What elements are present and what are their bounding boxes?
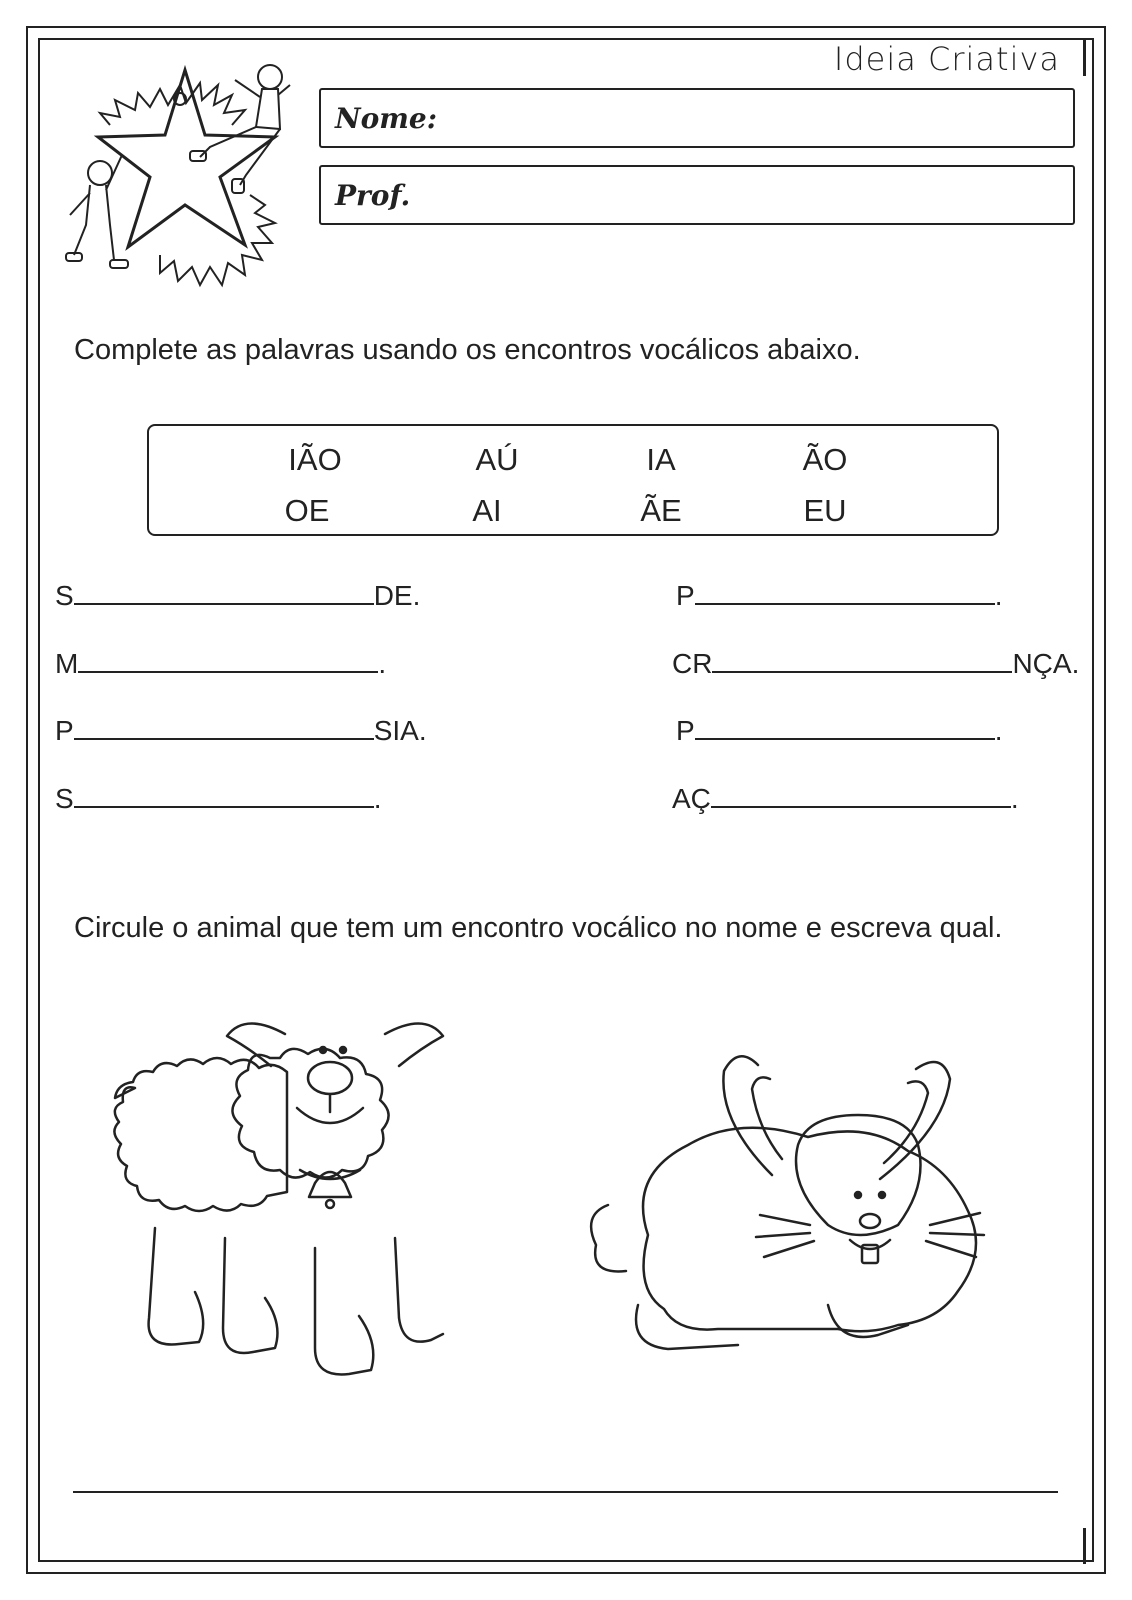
fill-blank[interactable] <box>712 649 1012 673</box>
complete-instruction: Complete as palavras usando os encontros vocálicos abaixo. <box>74 334 861 366</box>
vowel-option: ÃO <box>802 442 848 477</box>
word-suffix: . <box>1010 783 1019 814</box>
vowel-option: IA <box>646 442 676 477</box>
prof-label: Prof. <box>335 179 411 212</box>
word-suffix: . <box>994 580 1003 611</box>
word-prefix: P <box>676 580 695 611</box>
fill-blank[interactable] <box>74 716 374 740</box>
word-suffix: . <box>994 715 1003 746</box>
word-exercise <box>55 580 420 612</box>
word-prefix: AÇ <box>672 783 711 814</box>
prof-field[interactable] <box>319 165 1075 225</box>
star-kids-illustration <box>50 55 300 300</box>
word-prefix: S <box>55 783 74 814</box>
vowel-option: EU <box>803 493 847 528</box>
word-exercise <box>55 783 381 815</box>
word-suffix: . <box>373 783 382 814</box>
circle-instruction: Circule o animal que tem um encontro vocálico no nome e escreva qual. <box>74 912 1003 944</box>
word-prefix: CR <box>672 648 713 679</box>
fill-blank[interactable] <box>74 784 374 808</box>
fill-blank[interactable] <box>695 581 995 605</box>
vowel-option: IÃO <box>288 442 342 477</box>
vowel-option: AÚ <box>475 442 519 477</box>
name-field[interactable] <box>319 88 1075 148</box>
word-prefix: P <box>55 715 74 746</box>
word-suffix: NÇA. <box>1012 648 1080 679</box>
fill-blank[interactable] <box>74 581 374 605</box>
name-label: Nome: <box>335 102 438 135</box>
word-prefix: P <box>676 715 695 746</box>
word-exercise <box>55 648 386 680</box>
word-suffix: DE. <box>373 580 421 611</box>
corner-divider <box>1083 1528 1086 1564</box>
vowel-option: OE <box>284 493 330 528</box>
brand-logo-text: Ideia Criativa <box>833 40 1060 78</box>
brand-divider <box>1083 38 1086 76</box>
word-suffix: SIA. <box>373 715 427 746</box>
word-prefix: M <box>55 648 79 679</box>
vowel-option: AI <box>472 493 502 528</box>
vowel-option: ÃE <box>640 493 682 528</box>
word-suffix: . <box>378 648 387 679</box>
word-exercise <box>676 580 1002 612</box>
word-exercise <box>55 715 427 747</box>
fill-blank[interactable] <box>78 649 378 673</box>
sheep-illustration[interactable] <box>105 998 450 1393</box>
fill-blank[interactable] <box>711 784 1011 808</box>
word-exercise <box>672 783 1019 815</box>
vowel-encounter-box <box>147 424 999 536</box>
answer-line[interactable] <box>73 1491 1058 1493</box>
word-prefix: S <box>55 580 74 611</box>
fill-blank[interactable] <box>695 716 995 740</box>
word-exercise <box>676 715 1002 747</box>
rabbit-illustration[interactable] <box>578 1055 1038 1385</box>
word-exercise <box>672 648 1079 680</box>
